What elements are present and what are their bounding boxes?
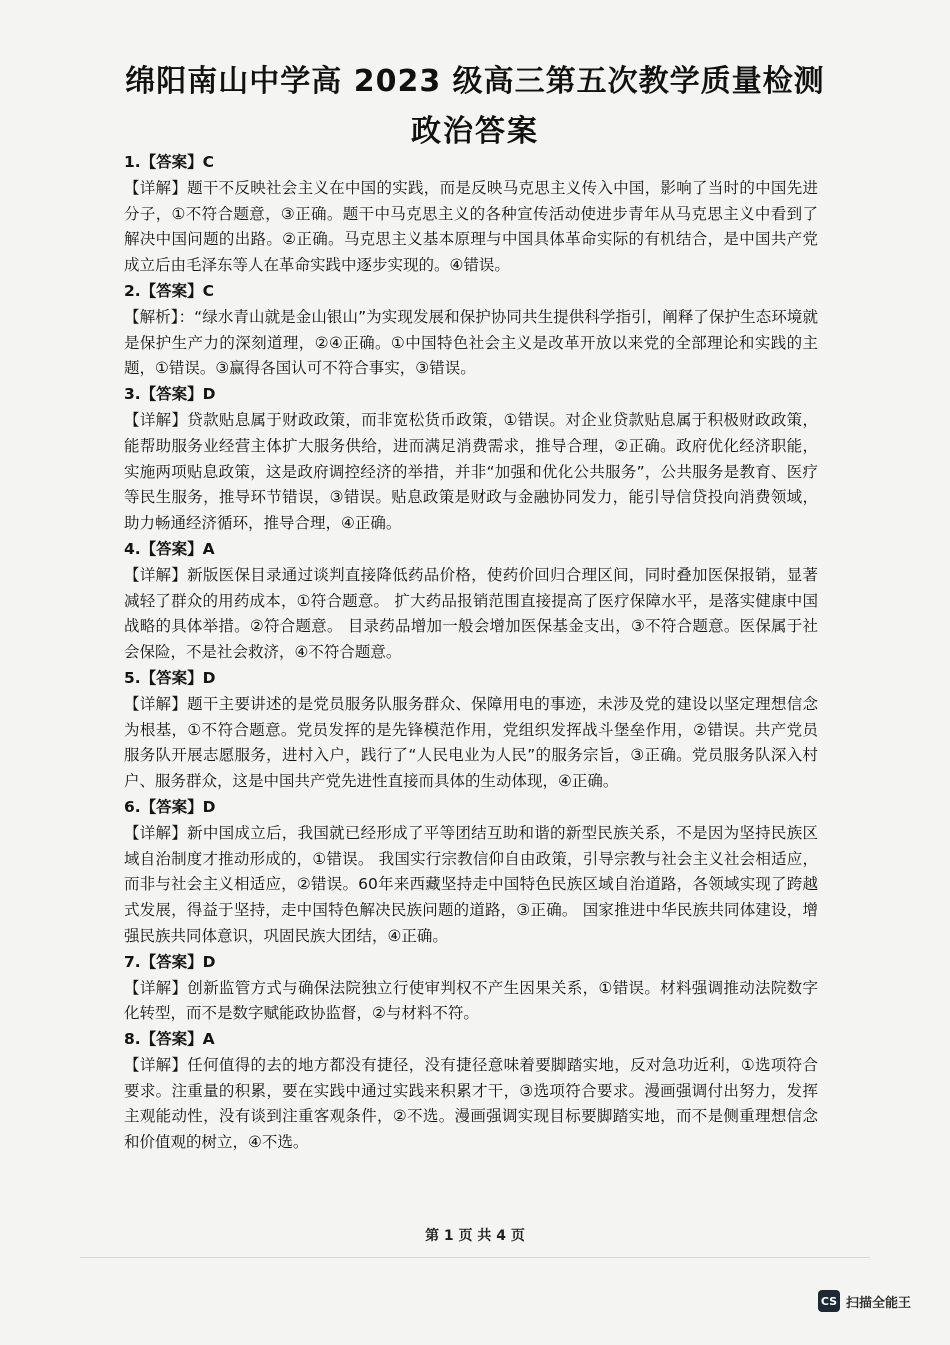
- answer-item: [124, 950, 818, 1027]
- answer-list: [124, 150, 818, 1156]
- answer-item: [124, 382, 818, 537]
- answer-line: 1.【答案】C: [124, 153, 215, 171]
- answer-line: 3.【答案】D: [124, 385, 216, 404]
- document-title: 绵阳南山中学高 2023 级高三第五次教学质量检测: [125, 64, 825, 99]
- answer-item: [124, 1027, 818, 1156]
- explanation-text: 【详解】创新监管方式与确保法院独立行使审判权不产生因果关系，①错误。材料强调推动法院数字化转型，而不是数字赋能政协监督，②与材料不符。: [124, 978, 818, 1023]
- answer-item: [124, 279, 818, 382]
- answer-item: [124, 150, 818, 279]
- explanation-text: 【详解】贷款贴息属于财政政策，而非宽松货币政策，①错误。对企业贷款贴息属于积极财政政策，能帮助服务业经营主体扩大服务供给，进而满足消费需求，推导合理，②正确。政府优化经济职能，实施两项贴息政策，这是政府调控经济的举措，并非“加强和优化公共服务”，公共服务是教育、医疗等民生服务，推导环节错误，③错误。贴息政策是财政与金融协同发力，能引导信贷投向消费领域，助力畅通经济循环，推导合理，④正确。: [124, 410, 818, 533]
- answer-line: 5.【答案】D: [124, 668, 216, 687]
- explanation-text: 【详解】新版医保目录通过谈判直接降低药品价格，使药价回归合理区间，同时叠加医保报销，显著减轻了群众的用药成本，①符合题意。 扩大药品报销范围直接提高了医疗保障水平，是落实健康中国战略的具体举措。②符合题意。 目录药品增加一般会增加医保基金支出，③不符合题意。医保属于社会保险，不是社会救济，④不符合题意。: [124, 565, 818, 662]
- answer-item: [124, 666, 818, 795]
- document-subtitle: 政治答案: [411, 114, 539, 149]
- answer-line: 6.【答案】D: [124, 797, 216, 816]
- watermark-text: 扫描全能王: [846, 1295, 912, 1311]
- answer-line: 7.【答案】D: [124, 952, 216, 971]
- page-number: 第 1 页 共 4 页: [425, 1228, 525, 1244]
- explanation-text: 【详解】新中国成立后，我国就已经形成了平等团结互助和谐的新型民族关系，不是因为坚持民族区域自治制度才推动形成的，①错误。 我国实行宗教信仰自由政策，引导宗教与社会主义社会相适应，而非与社会主义相适应，②错误。60年来西藏坚持走中国特色民族区域自治道路，各领域实现了跨越式发展，得益于坚持，走中国特色解决民族问题的道路，③正确。 国家推进中华民族共同体建设，增强民族共同体意识，巩固民族大团结，④正确。: [124, 823, 818, 945]
- scanner-watermark: [818, 1290, 911, 1312]
- answer-item: [124, 537, 818, 666]
- divider: [80, 1257, 870, 1258]
- explanation-text: 【详解】题干主要讲述的是党员服务队服务群众、保障用电的事迹，未涉及党的建设以坚定理想信念为根基，①不符合题意。党员发挥的是先锋模范作用，党组织发挥战斗堡垒作用，②错误。共产党员服务队开展志愿服务，进村入户，践行了“人民电业为人民”的服务宗旨，③正确。党员服务队深入村户、服务群众，这是中国共产党先进性直接而具体的生动体现，④正确。: [124, 694, 818, 791]
- answer-line: 4.【答案】A: [124, 539, 215, 558]
- explanation-text: 【详解】题干不反映社会主义在中国的实践，而是反映马克思主义传入中国，影响了当时的中国先进分子，①不符合题意，③正确。题干中马克思主义的各种宣传活动使进步青年从马克思主义中看到了解决中国问题的出路。②正确。马克思主义基本原理与中国具体革命实际的有机结合，是中国共产党成立后由毛泽东等人在革命实践中逐步实现的。④错误。: [124, 178, 818, 275]
- explanation-text: 【详解】任何值得的去的地方都没有捷径，没有捷径意味着要脚踏实地，反对急功近利，①选项符合要求。注重量的积累，要在实践中通过实践来积累才干，③选项符合要求。漫画强调付出努力，发挥主观能动性，没有谈到注重客观条件，②不选。漫画强调实现目标要脚踏实地，而不是侧重理想信念和价值观的树立，④不选。: [124, 1055, 818, 1152]
- explanation-text: 【解析】：“绿水青山就是金山银山”为实现发展和保护协同共生提供科学指引，阐释了保护生态环境就是保护生产力的深刻道理，②④正确。①中国特色社会主义是改革开放以来党的全部理论和实践的主题，①错误。③赢得各国认可不符合事实，③错误。: [124, 307, 818, 378]
- answer-line: 2.【答案】C: [124, 281, 215, 300]
- cs-logo-icon: CS: [818, 1290, 840, 1312]
- answer-item: [124, 795, 818, 950]
- answer-line: 8.【答案】A: [124, 1030, 215, 1049]
